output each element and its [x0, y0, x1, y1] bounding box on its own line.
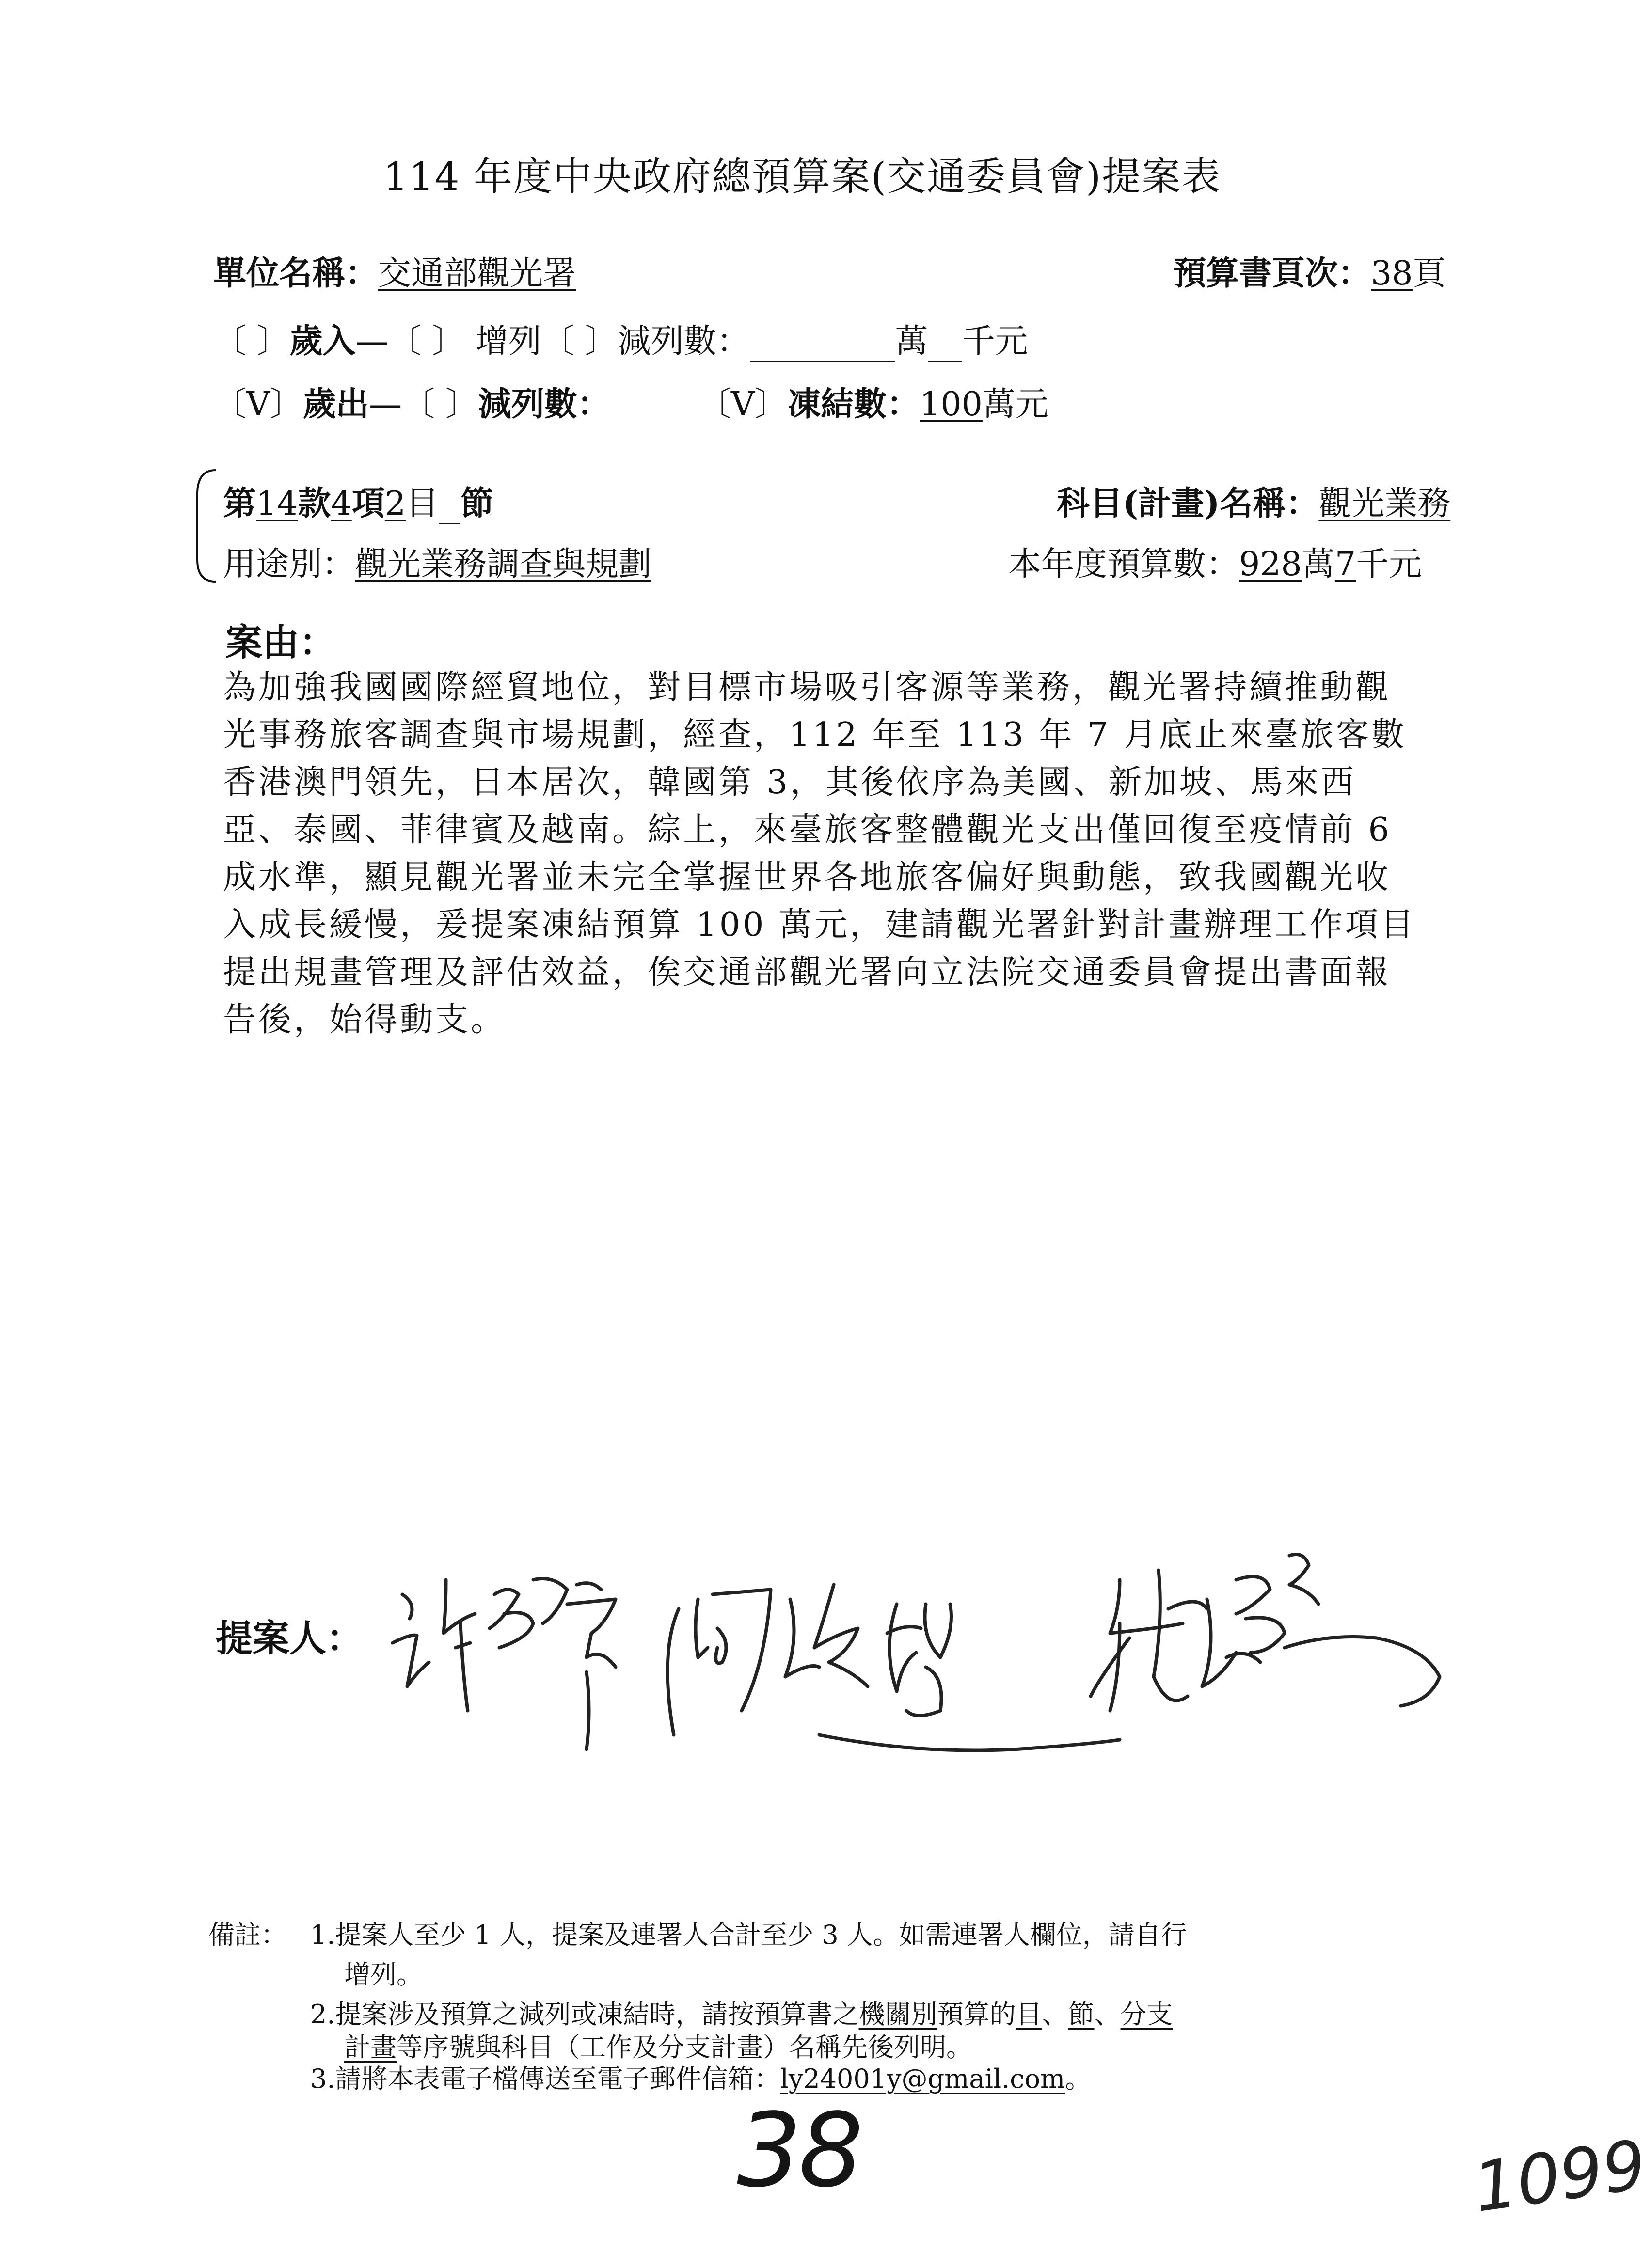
note-3-part1: 3.請將本表電子檔傳送至電子郵件信箱：	[310, 2063, 780, 2094]
revenue-dash: —〔 〕	[355, 322, 465, 361]
note-2b-part1: 計畫	[344, 2032, 397, 2063]
section-di: 第	[223, 484, 256, 523]
expense-dash: —〔 〕	[369, 385, 478, 424]
bracket-decoration	[191, 465, 221, 586]
section-xiang: 項	[351, 484, 385, 523]
page-title: 114 年度中央政府總預算案(交通委員會)提案表	[383, 154, 1222, 199]
freeze-row	[698, 378, 1048, 425]
expense-decrease-label: 減列數：	[478, 385, 610, 424]
proposer-label: 提案人：	[216, 1617, 363, 1660]
note-1b: 增列。	[344, 1959, 423, 1990]
freeze-checkbox: 〔V〕	[698, 385, 788, 424]
revenue-wan: 萬	[895, 322, 928, 361]
note-2a-part3: 預算的	[937, 1999, 1016, 2030]
section-xiang-value: 4	[331, 485, 352, 523]
usage-row	[223, 538, 651, 585]
expense-row	[213, 378, 610, 425]
signature-handwriting	[383, 1551, 1595, 1803]
annual-budget-label: 本年度預算數：	[1008, 545, 1239, 583]
section-kuan: 款	[298, 484, 331, 523]
annual-budget-qian: 千元	[1356, 545, 1422, 583]
corner-number: 1099	[1469, 2125, 1651, 2228]
unit-value: 交通部觀光署	[378, 254, 576, 293]
section-kuan-value: 14	[256, 485, 298, 523]
section-row	[223, 477, 493, 524]
unit-row	[213, 247, 576, 294]
section-jie-blank	[439, 494, 460, 524]
annual-budget-wan-value: 928	[1239, 545, 1302, 583]
note-2b	[344, 2031, 972, 2064]
notes-label: 備註：	[208, 1920, 287, 1950]
subject-row	[1057, 477, 1450, 524]
section-mu: 目	[406, 485, 439, 523]
usage-label: 用途別：	[223, 545, 355, 583]
revenue-row	[213, 315, 1028, 362]
reason-heading: 案由：	[225, 621, 336, 664]
note-2a	[310, 1998, 1173, 2032]
note-2a-part8: 分支	[1120, 1999, 1173, 2030]
page-number-handwritten: 38	[737, 2091, 861, 2210]
note-1a: 1.提案人至少 1 人，提案及連署人合計至少 3 人。如需連署人欄位，請自行	[310, 1920, 1187, 1950]
expense-checkbox: 〔V〕	[213, 385, 303, 424]
note-2b-part2: 等序號與科目（工作及分支計畫）名稱先後列明。	[397, 2032, 972, 2063]
note-3-part2: 。	[1065, 2063, 1092, 2094]
reason-text: 為加強我國國際經貿地位，對目標市場吸引客源等業務，觀光署持續推動觀光事務旅客調查與市場規劃，經查，112 年至 113 年 7 月底止來臺旅客數香港澳門領先，日本居次，韓國第 3，其後依序為美國、新加坡、馬來西亞、泰國、菲律賓及越南。綜上，來臺旅客整體觀光支出僅回復至疫情前 6 成水準，顯見觀光署並未完全掌握世界各地旅客偏好與動態，致我國觀光收入成長緩慢，爰提案凍結預算 100 萬元，建請觀光署針對計畫辦理工作項目提出規畫管理及評估效益，俟交通部觀光署向立法院交通委員會提出書面報告後，始得動支。	[223, 668, 1416, 1039]
budget-page-suffix: 頁	[1413, 254, 1446, 293]
freeze-value: 100	[920, 385, 983, 424]
usage-value: 觀光業務調查與規劃	[355, 545, 652, 583]
note-2a-part5: 、	[1042, 1999, 1068, 2030]
revenue-qian-blank	[928, 331, 962, 362]
note-3	[310, 2062, 1091, 2096]
revenue-decrease-box: 〔 〕	[541, 322, 618, 361]
revenue-checkbox: 〔 〕	[213, 322, 290, 361]
annual-budget-qian-value: 7	[1334, 545, 1356, 583]
freeze-unit: 萬元	[982, 385, 1048, 424]
revenue-decrease-label: 減列數：	[618, 322, 750, 361]
budget-page-row	[1173, 247, 1446, 294]
expense-label: 歲出	[303, 385, 369, 424]
freeze-label: 凍結數：	[788, 385, 920, 424]
revenue-increase: 增列	[475, 322, 541, 361]
section-jie: 節	[460, 484, 494, 523]
note-2a-part7: 、	[1094, 1999, 1121, 2030]
note-3-email: ly24001y@gmail.com	[780, 2063, 1065, 2094]
note-2a-part2: 機關別	[858, 1999, 937, 2030]
unit-label: 單位名稱：	[213, 254, 379, 293]
note-2a-part4: 目	[1016, 1999, 1042, 2030]
note-2a-part1: 2.提案涉及預算之減列或凍結時，請按預算書之	[310, 1999, 859, 2030]
revenue-label: 歲入	[289, 322, 356, 361]
subject-value: 觀光業務	[1318, 485, 1451, 523]
section-mu-value: 2	[384, 485, 406, 523]
budget-page-value: 38	[1371, 254, 1413, 293]
revenue-qian: 千元	[962, 322, 1028, 361]
annual-budget-wan: 萬	[1302, 545, 1335, 583]
subject-label: 科目(計畫)名稱：	[1057, 484, 1319, 523]
budget-page-label: 預算書頁次：	[1173, 254, 1371, 293]
note-2a-part6: 節	[1068, 1999, 1095, 2030]
annual-budget-row	[1008, 538, 1422, 585]
revenue-wan-blank	[750, 331, 895, 362]
